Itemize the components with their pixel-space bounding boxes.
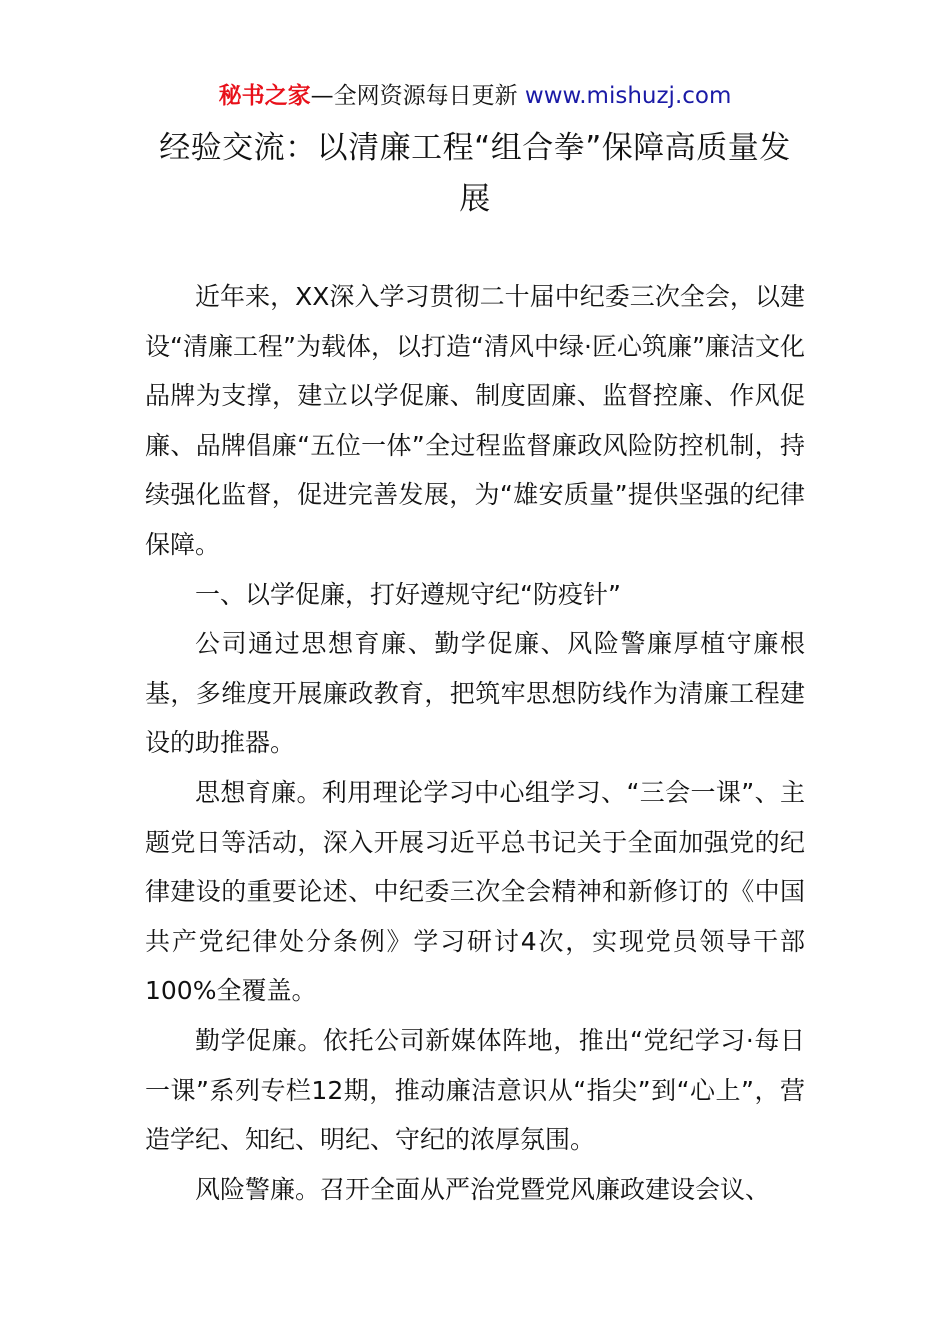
site-header xyxy=(0,80,950,112)
site-tagline: —全网资源每日更新 xyxy=(310,83,518,109)
document-body xyxy=(145,272,805,1214)
paragraph-risk-warning: 风险警廉。召开全面从严治党暨党风廉政建设会议、 xyxy=(195,1174,771,1204)
site-url[interactable]: www.mishuzj.com xyxy=(524,83,732,109)
paragraph-intro: 近年来，XX深入学习贯彻二十届中纪委三次全会，以建设“清廉工程”为载体，以打造“清风中绿·匠心筑廉”廉洁文化品牌为支撑，建立以学促廉、制度固廉、监督控廉、作风促廉、品牌倡廉“五位一体”全过程监督廉政风险防控机制，持续强化监督，促进完善发展，为“雄安质量”提供坚强的纪律保障。 xyxy=(145,282,805,559)
paragraph-diligent-study: 勤学促廉。依托公司新媒体阵地，推出“党纪学习·每日一课”系列专栏12期，推动廉洁意识从“指尖”到“心上”，营造学纪、知纪、明纪、守纪的浓厚氛围。 xyxy=(145,1025,805,1155)
section-heading-1: 一、以学促廉，打好遵规守纪“防疫针” xyxy=(195,579,621,609)
brand-name: 秘书之家 xyxy=(218,83,311,109)
document-title: 经验交流：以清廉工程“组合拳”保障高质量发展 xyxy=(159,130,791,217)
paragraph-section-1-summary: 公司通过思想育廉、勤学促廉、风险警廉厚植守廉根基，多维度开展廉政教育，把筑牢思想防线作为清廉工程建设的助推器。 xyxy=(145,629,805,758)
paragraph-thought-education: 思想育廉。利用理论学习中心组学习、“三会一课”、主题党日等活动，深入开展习近平总书记关于全面加强党的纪律建设的重要论述、中纪委三次全会精神和新修订的《中国共产党纪律处分条例》学习研讨4次，实现党员领导干部100%全覆盖。 xyxy=(145,777,805,1006)
